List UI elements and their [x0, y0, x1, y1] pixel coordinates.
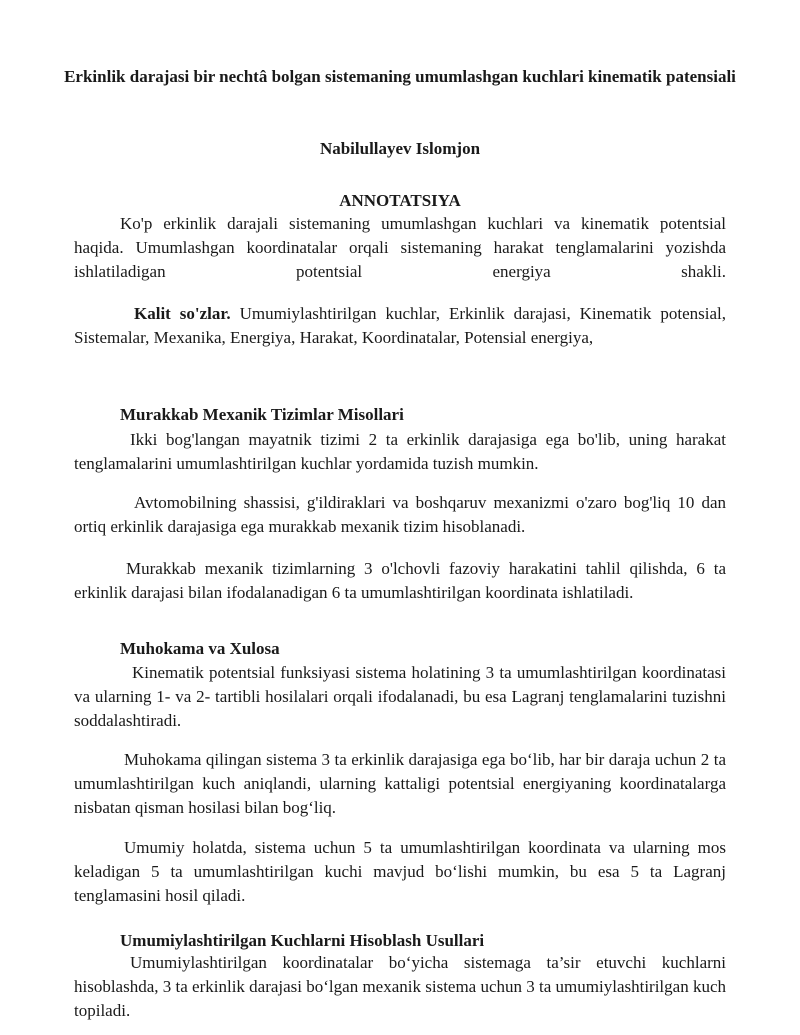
section-heading: Muhokama va Xulosa [120, 639, 280, 658]
section-heading: Umumiylashtirilgan Kuchlarni Hisoblash Usullari [120, 931, 485, 950]
section-paragraph: Umumiylashtirilgan koordinatalar bo‘yicha sistemaga ta’sir etuvchi kuchlarni hisoblashda, 3 ta erkinlik darajasi bo‘lgan mexanik sistema uchun 3 ta umumiylashtirilgan kuch topiladi. [74, 953, 726, 1020]
author-name: Nabilullayev Islomjon [319, 139, 481, 158]
abstract-heading: ANNOTATSIYA [339, 191, 461, 210]
section-paragraph: Umumiy holatda, sistema uchun 5 ta umumlashtirilgan koordinata va ularning mos keladigan 5 ta umumlashtirilgan kuchi mavjud bo‘lishi mumkin, bu esa 5 ta Lagranj tenglamasini hosil qiladi. [74, 838, 726, 905]
section-paragraph: Murakkab mexanik tizimlarning 3 o'lchovli fazoviy harakatini tahlil qilishda, 6 ta erkinlik darajasi bilan ifodalanadigan 6 ta umumlashtirilgan koordinata ishlatiladi. [74, 559, 726, 602]
keywords-label: Kalit so'zlar. [134, 304, 231, 323]
section-paragraph: Avtomobilning shassisi, g'ildiraklari va boshqaruv mexanizmi o'zaro bog'liq 10 dan ortiq erkinlik darajasiga ega murakkab mexanik tizim hisoblanadi. [74, 493, 726, 536]
section-paragraph: Ikki bog'langan mayatnik tizimi 2 ta erkinlik darajasiga ega bo'lib, uning harakat tenglamalarini umumlashtirilgan kuchlar yordamida tuzish mumkin. [74, 430, 726, 473]
document-title: Erkinlik darajasi bir nechtâ bolgan sistemaning umumlashgan kuchlari kinematik patensiali [64, 67, 736, 86]
section-paragraph: Muhokama qilingan sistema 3 ta erkinlik darajasiga ega bo‘lib, har bir daraja uchun 2 ta umumlashtirilgan kuch aniqlandi, ularning kattaligi potentsial energiyaning koordinatalarga nisbatan qisman hosilasi bilan bog‘liq. [74, 750, 726, 817]
abstract-text: Ko'p erkinlik darajali sistemaning umumlashgan kuchlari va kinematik potentsial haqida. Umumlashgan koordinatalar orqali sistemaning harakat tenglamalarini yozishda ishlatiladigan potentsial energiya shakli. [74, 214, 726, 281]
keywords-text: Umumiylashtirilgan kuchlar, Erkinlik darajasi, Kinematik potensial, Sistemalar, Mexanika, Energiya, Harakat, Koordinatalar, Potensial energiya, [74, 304, 726, 347]
section-heading: Murakkab Mexanik Tizimlar Misollari [120, 405, 404, 424]
keywords-paragraph [74, 302, 726, 350]
section-paragraph: Kinematik potentsial funksiyasi sistema holatining 3 ta umumlashtirilgan koordinatasi va ularning 1- va 2- tartibli hosilalari orqali ifodalanadi, bu esa Lagranj tenglamalarini tuzishni soddalashtiradi. [74, 663, 726, 730]
